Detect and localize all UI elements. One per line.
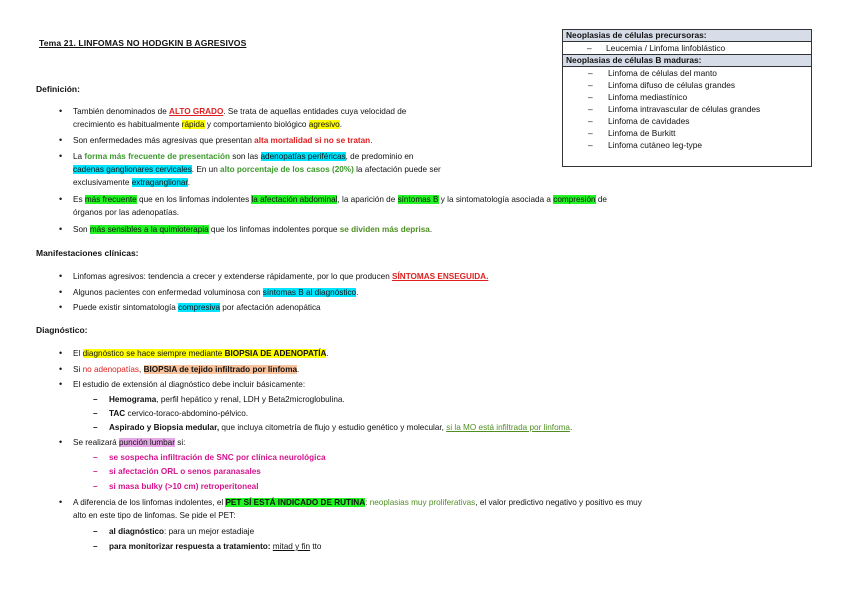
highlight-text: rápida xyxy=(181,120,205,129)
text: y comportamiento biológico xyxy=(204,120,309,129)
text: . En un xyxy=(191,165,221,174)
text: si: xyxy=(174,438,186,447)
highlight-text: síntomas B al diagnóstico xyxy=(262,288,357,297)
diagnostico-bullet-5-cont: alto en este tipo de linfomas. Se pide el PET: xyxy=(73,511,236,520)
diagnostico-bullet-3: • El estudio de extensión al diagnóstico debe incluir básicamente: xyxy=(73,379,305,390)
emphasis-text: neoplasias muy proliferativas xyxy=(369,498,476,507)
text: , perfil hepático y renal, LDH y Beta2microglobulina. xyxy=(156,395,345,404)
text: Son xyxy=(73,225,90,234)
diagnostico-sub-1 xyxy=(109,394,345,405)
diagnostico-bullet-1 xyxy=(73,348,329,359)
highlight-text: punción lumbar xyxy=(118,438,175,447)
mature-header: Neoplasias de células B maduras: xyxy=(563,54,811,67)
definicion-bullet-5 xyxy=(73,224,432,235)
emphasis-text: TAC xyxy=(109,409,126,418)
highlight-text: compresiva xyxy=(178,303,221,312)
emphasis-text: al diagnóstico xyxy=(109,527,165,536)
page-title: Tema 21. LINFOMAS NO HODGKIN B AGRESIVOS xyxy=(39,38,247,48)
highlight-text: cadenas ganglionares cervicales xyxy=(73,165,192,174)
definicion-bullet-2 xyxy=(73,135,372,146)
text: crecimiento es habitualmente xyxy=(73,120,182,129)
definicion-bullet-3 xyxy=(73,151,413,162)
text: . xyxy=(429,225,433,234)
highlight-text: adenopatías periféricas xyxy=(260,152,346,161)
definicion-bullet-3-cont xyxy=(73,164,441,175)
emphasis-text: BIOPSIA DE ADENOPATÍA xyxy=(224,349,327,358)
alto-grado-text: ALTO GRADO xyxy=(169,107,224,116)
diagnostico-bullet-5 xyxy=(73,497,642,508)
text: , xyxy=(139,365,144,374)
text: También denominados de xyxy=(73,107,170,116)
text: Se realizará xyxy=(73,438,119,447)
text: El xyxy=(73,349,83,358)
text: , el valor predictivo negativo y positivo es muy xyxy=(475,498,642,507)
diagnostico-bullet-2 xyxy=(73,364,299,375)
text: tto xyxy=(310,542,322,551)
definicion-bullet-4 xyxy=(73,194,607,205)
text: Es xyxy=(73,195,85,204)
text: La xyxy=(73,152,85,161)
text: : para un mejor estadiaje xyxy=(164,527,255,536)
diagnostico-pet-sub-1 xyxy=(109,526,254,537)
highlight-text: agresivo xyxy=(308,120,340,129)
diagnostico-bullet-4 xyxy=(73,437,185,448)
box-list-item: – Linfoma difuso de células grandes xyxy=(563,79,811,91)
text: . xyxy=(370,136,373,145)
text: cervico-toraco-abdomino-pélvico. xyxy=(125,409,249,418)
highlight-text: más sensibles a la quimioterapia xyxy=(89,225,209,234)
box-list-item: – Leucemia / Linfoma linfoblástico xyxy=(563,42,811,54)
box-list-item: – Linfoma de Burkitt xyxy=(563,127,811,139)
manifestaciones-bullet-3 xyxy=(73,302,321,313)
box-list-item: – Linfoma intravascular de células grandes xyxy=(563,103,811,115)
highlight-text: la afectación abdominal xyxy=(251,195,338,204)
precursor-header: Neoplasias de células precursoras: xyxy=(563,30,811,42)
text: diagnóstico se hace siempre mediante xyxy=(82,349,225,358)
definicion-bullet-3-cont2 xyxy=(73,177,190,188)
text: Si xyxy=(73,365,83,374)
text: , la aparición de xyxy=(337,195,398,204)
text: la afectación puede ser xyxy=(353,165,441,174)
emphasis-text: Aspirado y Biopsia medular, xyxy=(109,423,220,432)
diagnostico-lp-sub-2: – si afectación ORL o senos paranasales xyxy=(109,466,261,477)
emphasis-text: SÍNTOMAS ENSEGUIDA. xyxy=(392,272,489,281)
diagnostico-heading: Diagnóstico: xyxy=(36,325,88,335)
text: Algunos pacientes con enfermedad voluminosa con xyxy=(73,288,263,297)
diagnostico-lp-sub-3: – si masa bulky (>10 cm) retroperitoneal xyxy=(109,481,258,492)
highlight-text: BIOPSIA de tejido infiltrado por linfoma xyxy=(143,365,298,374)
box-list-item: – Linfoma mediastínico xyxy=(563,91,811,103)
definicion-bullet-1-cont xyxy=(73,119,342,130)
highlight-text: más frecuente xyxy=(84,195,137,204)
text: que incluya citometría de flujo y estudio genético y molecular, xyxy=(219,423,447,432)
emphasis-text: no adenopatías xyxy=(82,365,140,374)
highlight-text: compresión xyxy=(553,195,596,204)
emphasis-text: Hemograma xyxy=(109,395,157,404)
mortality-text: alta mortalidad si no se tratan xyxy=(254,136,371,145)
diagnostico-lp-sub-1: – se sospecha infiltración de SNC por clínica neurológica xyxy=(109,452,326,463)
manifestaciones-heading: Manifestaciones clínicas: xyxy=(36,248,139,258)
text: . xyxy=(187,178,190,187)
emphasis-text: mitad y fin xyxy=(272,542,311,551)
text: que en los linfomas indolentes xyxy=(136,195,252,204)
highlight-text: extraganglionar xyxy=(131,178,188,187)
box-list-item: – Linfoma cutáneo leg-type xyxy=(563,139,811,151)
manifestaciones-bullet-1 xyxy=(73,271,488,282)
text: y la sintomatología asociada a xyxy=(438,195,554,204)
text: exclusivamente xyxy=(73,178,132,187)
emphasis-text: se dividen más deprisa xyxy=(339,225,430,234)
diagnostico-sub-2 xyxy=(109,408,248,419)
text: Linfomas agresivos: tendencia a crecer y extenderse rápidamente, por lo que producen xyxy=(73,272,393,281)
text: son las xyxy=(230,152,261,161)
classification-box xyxy=(562,29,812,167)
diagnostico-sub-3 xyxy=(109,422,572,433)
emphasis-text: alto porcentaje de los casos (20%) xyxy=(220,165,354,174)
text: . xyxy=(297,365,300,374)
text: Son enfermedades más agresivas que presentan xyxy=(73,136,255,145)
text: A diferencia de los linfomas indolentes, el xyxy=(73,498,226,507)
highlight-text: PET SÍ ESTÁ INDICADO DE RUTINA xyxy=(225,498,366,507)
text: . xyxy=(339,120,342,129)
text: : xyxy=(365,498,370,507)
highlight-text xyxy=(83,349,327,358)
text: de xyxy=(595,195,607,204)
emphasis-text: si la MO está infiltrada por linfoma xyxy=(446,423,570,432)
text: . xyxy=(570,423,573,432)
manifestaciones-bullet-2 xyxy=(73,287,358,298)
definicion-bullet-4-cont: órganos por las adenopatías. xyxy=(73,208,180,217)
text: que los linfomas indolentes porque xyxy=(208,225,340,234)
text: Puede existir sintomatología xyxy=(73,303,179,312)
diagnostico-pet-sub-2 xyxy=(109,541,322,552)
box-list-item: – Linfoma de células del manto xyxy=(563,67,811,79)
definicion-heading: Definición: xyxy=(36,84,80,94)
text: . Se trata de aquellas entidades cuya velocidad de xyxy=(223,107,407,116)
highlight-text: síntomas B xyxy=(397,195,439,204)
text: . xyxy=(356,288,359,297)
text: , de predominio en xyxy=(345,152,414,161)
box-list-item: – Linfoma de cavidades xyxy=(563,115,811,127)
emphasis-text: forma más frecuente de presentación xyxy=(84,152,230,161)
text: . xyxy=(326,349,329,358)
emphasis-text: para monitorizar respuesta a tratamiento: xyxy=(109,542,273,551)
definicion-bullet-1 xyxy=(73,106,406,117)
text: por afectación adenopática xyxy=(220,303,321,312)
